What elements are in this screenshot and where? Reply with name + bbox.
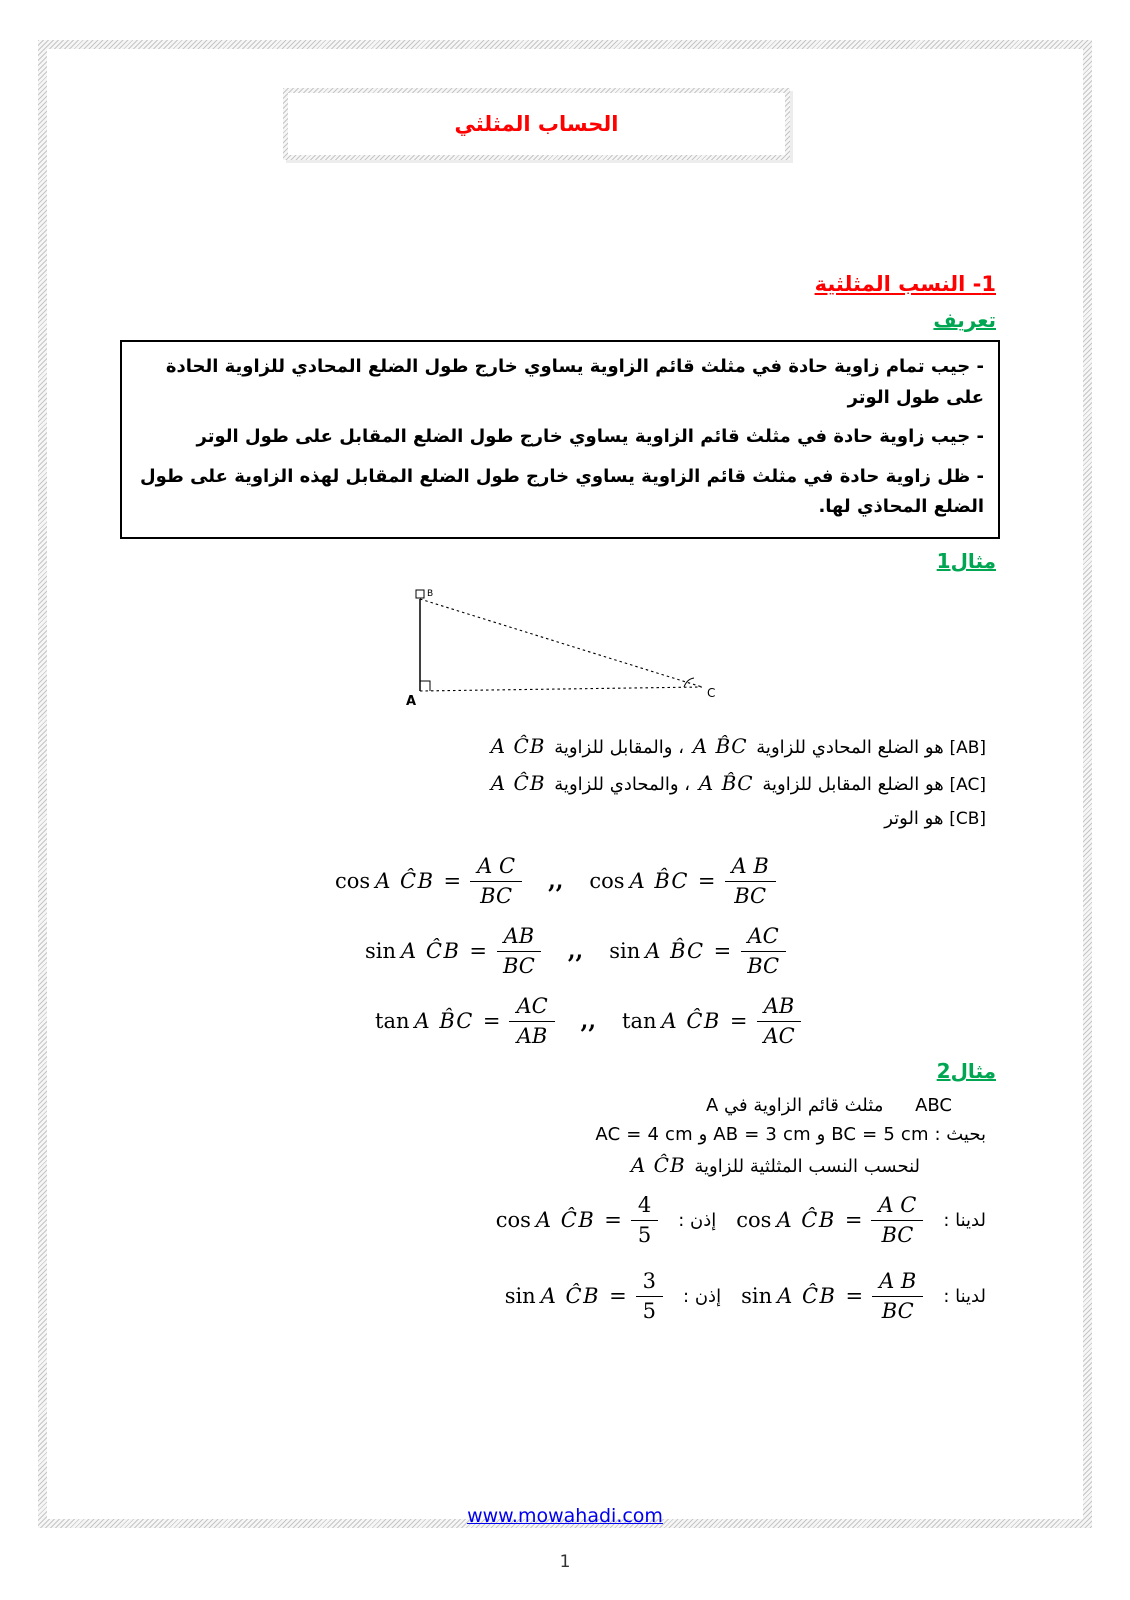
math-equation xyxy=(335,853,522,911)
fraction xyxy=(496,923,542,981)
equals-sign: = xyxy=(604,1208,622,1233)
side-text: ، والمقابل للزاوية xyxy=(554,736,684,758)
calculation-row-sin xyxy=(120,1263,986,1329)
math-function: sin xyxy=(365,939,397,964)
triangle-side-ac xyxy=(420,687,702,691)
statement-text: مثلث قائم الزاوية في xyxy=(724,1095,884,1117)
math-function: cos xyxy=(736,1208,772,1233)
fraction-numerator: AB xyxy=(497,923,542,952)
side-line-cb xyxy=(120,802,986,835)
fraction-numerator: AC xyxy=(509,993,554,1022)
fraction xyxy=(636,1268,663,1326)
calc-then-label: إذن : xyxy=(683,1285,722,1307)
fraction-denominator: BC xyxy=(480,883,513,908)
side-text: هو الضلع المقابل للزاوية xyxy=(762,773,944,795)
math-angle: A B̂C xyxy=(629,869,689,894)
example1-label: مثال1 xyxy=(936,548,996,573)
fraction xyxy=(756,993,801,1051)
goal-statement xyxy=(120,1153,920,1177)
fraction xyxy=(872,1268,923,1326)
definition-label: تعريف xyxy=(933,308,996,332)
formula-separator: ,, xyxy=(548,868,564,895)
definition-box xyxy=(120,340,1000,539)
fraction-denominator: BC xyxy=(747,953,780,978)
footer-link[interactable]: www.mowahadi.com xyxy=(467,1505,663,1527)
math-function: tan xyxy=(375,1009,410,1034)
right-angle-vertex: A xyxy=(705,1095,719,1117)
calculation-row-cos xyxy=(120,1187,986,1253)
equals-sign: = xyxy=(729,1009,748,1034)
angle-notation: A ĈB xyxy=(490,770,546,795)
title-box-inner xyxy=(288,93,785,155)
fraction-numerator: AC xyxy=(741,923,786,952)
conjunction: و xyxy=(816,1124,826,1146)
math-angle: A B̂C xyxy=(645,939,705,964)
segment-label: [AC] xyxy=(949,774,986,795)
vertex-b-label: B xyxy=(427,588,434,599)
math-angle: A ĈB xyxy=(661,1009,721,1034)
document-title: الحساب المثلثي xyxy=(454,112,619,136)
math-angle: A B̂C xyxy=(414,1009,474,1034)
math-angle: A ĈB xyxy=(535,1208,596,1233)
measure-ab: AB = 3 cm xyxy=(713,1124,811,1146)
math-equation xyxy=(736,1192,923,1250)
formula-separator: ,, xyxy=(580,1008,596,1035)
given-label: بحيث : xyxy=(934,1124,986,1146)
math-function: sin xyxy=(504,1284,536,1309)
definition-line: - جيب زاوية حادة في مثلث قائم الزاوية يساوي خارج طول الضلع المقابل على طول الوتر xyxy=(196,426,984,448)
content-column xyxy=(120,272,1000,1339)
fraction-numerator: 3 xyxy=(636,1268,663,1297)
fraction-numerator: A B xyxy=(725,853,776,882)
triangle-statement xyxy=(120,1095,952,1116)
math-function: sin xyxy=(741,1284,773,1309)
vertex-c-label: C xyxy=(707,685,716,700)
side-line-ab xyxy=(120,728,986,765)
triangle-name: ABC xyxy=(915,1095,952,1117)
triangle-diagram xyxy=(402,583,724,708)
fraction-numerator: AB xyxy=(757,993,802,1022)
fraction xyxy=(725,853,776,911)
math-function: cos xyxy=(495,1208,531,1233)
measure-bc: BC = 5 cm xyxy=(831,1124,929,1146)
math-function: sin xyxy=(609,939,641,964)
fraction-denominator: BC xyxy=(881,1298,914,1323)
fraction xyxy=(631,1192,658,1250)
math-equation xyxy=(496,1192,659,1250)
footer xyxy=(0,1505,1130,1527)
math-angle: A ĈB xyxy=(776,1208,836,1233)
angle-notation: A ĈB xyxy=(490,733,546,758)
math-angle: A ĈB xyxy=(777,1284,837,1309)
equals-sign: = xyxy=(697,869,716,894)
page-number: 1 xyxy=(559,1552,571,1572)
triangle-hypotenuse-bc xyxy=(420,599,702,687)
math-equation xyxy=(609,923,786,981)
calc-intro-label: لدينا : xyxy=(943,1209,986,1231)
triangle-description xyxy=(120,728,986,835)
math-equation xyxy=(622,993,802,1051)
math-equation xyxy=(741,1268,923,1326)
segment-label: [AB] xyxy=(949,737,986,758)
fraction xyxy=(740,923,786,981)
side-text: ، والمحادي للزاوية xyxy=(554,773,691,795)
equals-sign: = xyxy=(609,1284,627,1309)
math-function: cos xyxy=(335,869,371,894)
fraction-denominator: BC xyxy=(734,883,767,908)
side-text: هو الضلع المحادي للزاوية xyxy=(756,736,944,758)
math-equation xyxy=(365,923,542,981)
formula-separator: ,, xyxy=(567,938,584,965)
fraction-denominator: BC xyxy=(502,953,535,978)
triangle-figure xyxy=(402,583,724,712)
fraction-denominator: BC xyxy=(881,1222,914,1247)
formula-row-cos xyxy=(335,849,1000,913)
section-heading: 1- النسب المثلثية xyxy=(814,272,996,296)
fraction-numerator: 4 xyxy=(631,1192,658,1221)
fraction-denominator: 5 xyxy=(637,1222,652,1247)
math-function: cos xyxy=(589,869,625,894)
equals-sign: = xyxy=(844,1208,863,1233)
fraction xyxy=(871,1192,923,1250)
trig-formulas xyxy=(335,849,1000,1053)
equals-sign: = xyxy=(469,939,487,964)
calc-intro-label: لدينا : xyxy=(943,1285,986,1307)
angle-notation: A ĈB xyxy=(630,1153,686,1178)
fraction xyxy=(509,993,554,1051)
math-equation xyxy=(375,993,555,1051)
given-measurements xyxy=(120,1124,986,1145)
math-angle: A ĈB xyxy=(401,939,461,964)
angle-notation: A B̂C xyxy=(698,770,754,795)
equals-sign: = xyxy=(845,1284,864,1309)
fraction-numerator: A C xyxy=(470,853,522,882)
formula-row-sin xyxy=(335,919,1000,983)
fraction-denominator: AB xyxy=(516,1023,548,1048)
right-angle-marker xyxy=(420,681,430,691)
equals-sign: = xyxy=(713,939,732,964)
fraction-denominator: 5 xyxy=(642,1298,657,1323)
goal-text: لنحسب النسب المثلثية للزاوية xyxy=(694,1156,920,1178)
fraction xyxy=(470,853,522,911)
equals-sign: = xyxy=(482,1009,501,1034)
calc-then-label: إذن : xyxy=(678,1209,717,1231)
math-angle: A ĈB xyxy=(375,869,435,894)
fraction-numerator: A B xyxy=(872,1268,923,1297)
math-angle: A ĈB xyxy=(540,1284,601,1309)
equals-sign: = xyxy=(443,869,462,894)
math-function: tan xyxy=(622,1009,657,1034)
math-equation xyxy=(589,853,775,911)
definition-line: - جيب تمام زاوية حادة في مثلث قائم الزاوية يساوي خارج طول الضلع المحادي للزاوية الحادة على طول الوتر xyxy=(165,356,984,408)
angle-notation: A B̂C xyxy=(692,733,748,758)
vertex-b-marker xyxy=(416,590,424,598)
side-line-ac xyxy=(120,765,986,802)
vertex-a-label: A xyxy=(406,693,417,708)
title-box xyxy=(283,88,790,160)
fraction-denominator: AC xyxy=(763,1023,795,1048)
formula-row-tan xyxy=(335,989,1000,1053)
math-equation xyxy=(505,1268,663,1326)
definition-line: - ظل زاوية حادة في مثلث قائم الزاوية يساوي خارج طول الضلع المقابل لهذه الزاوية على طول الضلع المحاذي لها. xyxy=(139,465,984,518)
side-text: هو الوتر xyxy=(884,807,944,829)
example2-label: مثال2 xyxy=(936,1059,996,1084)
conjunction: و xyxy=(698,1124,708,1146)
segment-label: [CB] xyxy=(949,808,986,829)
measure-ac: AC = 4 cm xyxy=(595,1124,693,1146)
fraction-numerator: A C xyxy=(871,1192,923,1221)
